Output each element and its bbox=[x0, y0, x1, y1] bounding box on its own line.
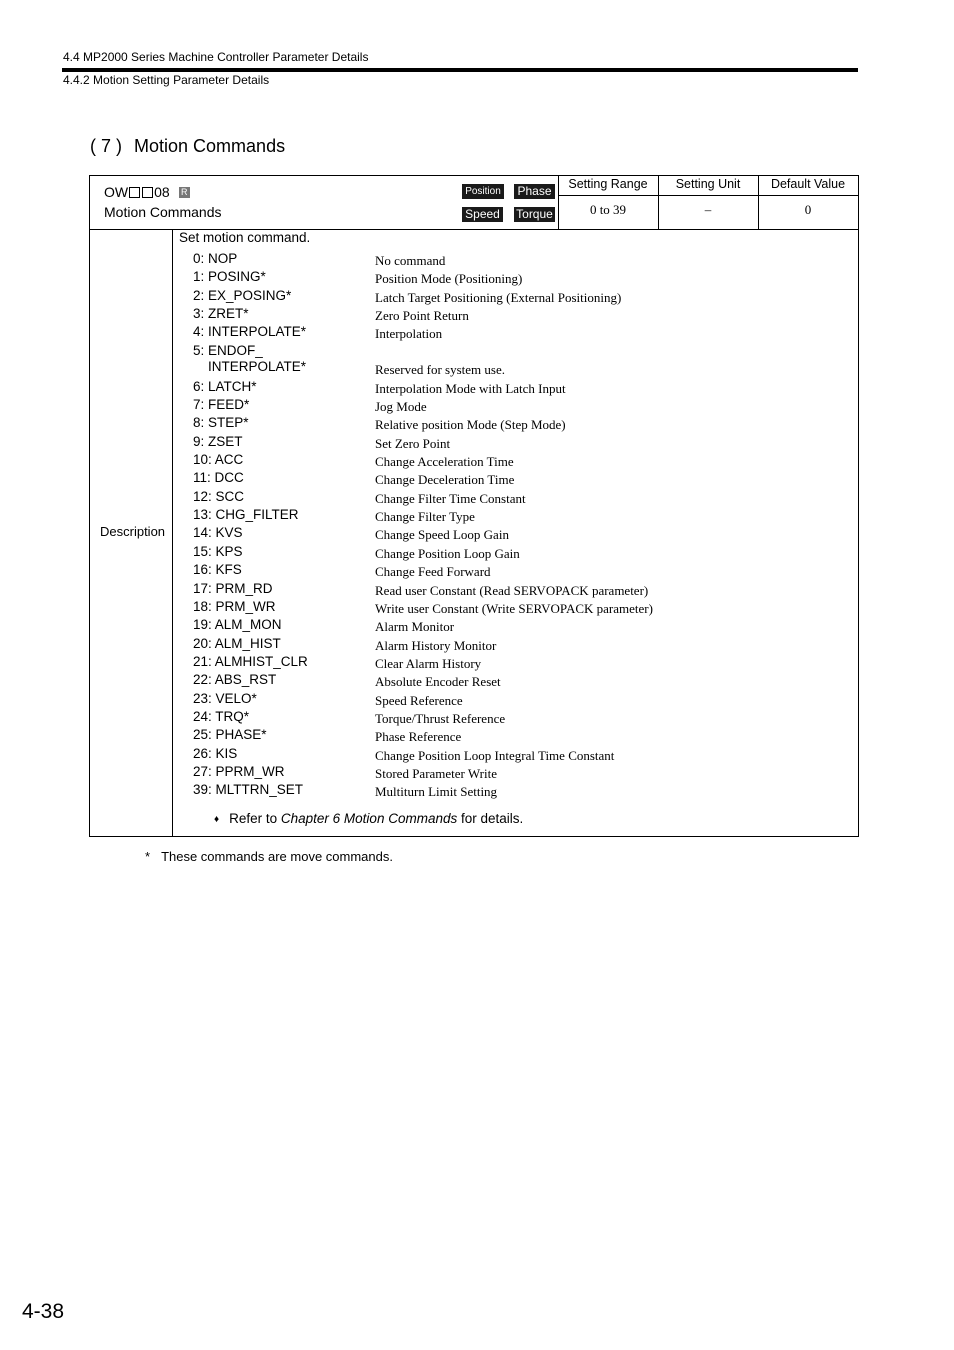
command-row bbox=[193, 709, 853, 727]
command-code: 7: FEED* bbox=[193, 397, 250, 413]
header-setting-unit: Setting Unit bbox=[675, 177, 741, 191]
command-list bbox=[193, 251, 853, 801]
command-row bbox=[193, 324, 853, 342]
command-code: 24: TRQ* bbox=[193, 708, 250, 724]
command-code: 25: PHASE* bbox=[193, 727, 267, 743]
command-code: 18: PRM_WR bbox=[193, 598, 276, 614]
command-row bbox=[193, 636, 853, 654]
command-meaning: Multiturn Limit Setting bbox=[375, 784, 498, 800]
mode-badge-torque: Torque bbox=[514, 207, 555, 222]
command-meaning: Jog Mode bbox=[375, 399, 427, 415]
command-meaning: Alarm Monitor bbox=[375, 619, 455, 635]
command-code: 21: ALMHIST_CLR bbox=[193, 653, 308, 669]
header-setting-range: Setting Range bbox=[568, 177, 648, 191]
command-code: 1: POSING* bbox=[193, 269, 266, 285]
command-code: 26: KIS bbox=[193, 745, 238, 761]
command-code: 8: STEP* bbox=[193, 415, 249, 431]
parameter-register bbox=[104, 184, 190, 200]
description-label: Description bbox=[100, 524, 166, 539]
command-row bbox=[193, 306, 853, 324]
command-meaning: Torque/Thrust Reference bbox=[375, 710, 506, 726]
command-row bbox=[193, 764, 853, 782]
command-row bbox=[193, 343, 853, 379]
command-meaning: Absolute Encoder Reset bbox=[375, 674, 501, 690]
command-meaning: Change Filter Time Constant bbox=[375, 490, 526, 506]
command-meaning: Change Filter Type bbox=[375, 509, 475, 525]
command-meaning: Stored Parameter Write bbox=[375, 765, 497, 781]
command-row bbox=[193, 379, 853, 397]
section-title-text: Motion Commands bbox=[134, 136, 286, 156]
command-code: 39: MLTTRN_SET bbox=[193, 782, 304, 798]
command-code: 15: KPS bbox=[193, 543, 243, 559]
command-meaning: Alarm History Monitor bbox=[375, 637, 497, 653]
description-intro: Set motion command. bbox=[179, 230, 311, 245]
placeholder-box-icon bbox=[142, 187, 153, 198]
page-number: 4-38 bbox=[22, 1300, 65, 1323]
command-code: 6: LATCH* bbox=[193, 378, 257, 394]
command-row bbox=[193, 269, 853, 287]
command-row bbox=[193, 415, 853, 433]
command-row bbox=[193, 470, 853, 488]
command-row bbox=[193, 452, 853, 470]
command-meaning: Zero Point Return bbox=[375, 308, 469, 324]
command-row bbox=[193, 654, 853, 672]
header-section: 4.4 MP2000 Series Machine Controller Parameter Details bbox=[63, 50, 369, 64]
command-row bbox=[193, 599, 853, 617]
command-code: 22: ABS_RST bbox=[193, 672, 277, 688]
command-meaning: Change Position Loop Gain bbox=[375, 545, 520, 561]
command-row bbox=[193, 617, 853, 635]
command-row bbox=[193, 691, 853, 709]
command-meaning: Change Acceleration Time bbox=[375, 454, 514, 470]
command-code: 20: ALM_HIST bbox=[193, 635, 281, 651]
description-divider bbox=[172, 229, 173, 836]
command-code: 5: ENDOF_ INTERPOLATE* bbox=[193, 342, 307, 375]
command-row bbox=[193, 397, 853, 415]
command-row bbox=[193, 727, 853, 745]
command-code: 23: VELO* bbox=[193, 690, 257, 706]
command-meaning: Write user Constant (Write SERVOPACK parameter) bbox=[375, 600, 653, 616]
command-meaning: Change Position Loop Integral Time Constant bbox=[375, 747, 615, 763]
value-setting-range: 0 to 39 bbox=[589, 202, 627, 217]
command-meaning: Interpolation Mode with Latch Input bbox=[375, 380, 566, 396]
header-default-value: Default Value bbox=[770, 177, 846, 191]
command-code: 10: ACC bbox=[193, 452, 244, 468]
footnote-mark: * bbox=[145, 849, 151, 864]
command-row bbox=[193, 434, 853, 452]
read-only-badge: R bbox=[179, 187, 190, 198]
command-row bbox=[193, 562, 853, 580]
command-meaning: Set Zero Point bbox=[375, 435, 451, 451]
command-meaning: Phase Reference bbox=[375, 729, 462, 745]
command-meaning: Position Mode (Positioning) bbox=[375, 271, 523, 287]
command-meaning: Latch Target Positioning (External Positioning) bbox=[375, 289, 622, 305]
command-meaning: Change Feed Forward bbox=[375, 564, 491, 580]
command-row bbox=[193, 251, 853, 269]
value-default: 0 bbox=[804, 202, 812, 217]
diamond-bullet-icon: ♦ bbox=[214, 814, 220, 825]
command-row bbox=[193, 525, 853, 543]
command-row bbox=[193, 746, 853, 764]
command-meaning: No command bbox=[375, 253, 446, 268]
section-number: ( 7 ) bbox=[90, 136, 123, 156]
footnote bbox=[145, 849, 393, 864]
mode-badge-speed: Speed bbox=[462, 207, 503, 222]
note-prefix: Refer to bbox=[229, 811, 281, 826]
command-row bbox=[193, 507, 853, 525]
placeholder-box-icon bbox=[129, 187, 140, 198]
command-meaning: Interpolation bbox=[375, 326, 443, 342]
command-meaning: Speed Reference bbox=[375, 692, 463, 708]
section-title bbox=[90, 136, 285, 157]
command-meaning: Change Speed Loop Gain bbox=[375, 527, 509, 543]
command-meaning: Reserved for system use. bbox=[375, 361, 505, 377]
note-suffix: for details. bbox=[457, 811, 524, 826]
command-meaning: Clear Alarm History bbox=[375, 655, 482, 671]
command-code: 27: PPRM_WR bbox=[193, 763, 285, 779]
command-row bbox=[193, 782, 853, 800]
command-row bbox=[193, 544, 853, 562]
command-row bbox=[193, 581, 853, 599]
command-row bbox=[193, 489, 853, 507]
command-code: 3: ZRET* bbox=[193, 306, 249, 322]
reference-note bbox=[214, 811, 523, 826]
command-meaning: Relative position Mode (Step Mode) bbox=[375, 417, 566, 433]
register-suffix: 08 bbox=[154, 184, 170, 200]
parameter-name: Motion Commands bbox=[104, 204, 222, 220]
mode-badge-phase: Phase bbox=[514, 184, 555, 199]
command-code: 4: INTERPOLATE* bbox=[193, 324, 307, 340]
command-code: 13: CHG_FILTER bbox=[193, 507, 299, 523]
chapter-reference: Chapter 6 Motion Commands bbox=[280, 811, 458, 826]
command-row bbox=[193, 672, 853, 690]
command-code: 12: SCC bbox=[193, 488, 245, 504]
parameter-table bbox=[89, 175, 859, 837]
command-code: 9: ZSET bbox=[193, 433, 243, 449]
command-code: 0: NOP bbox=[193, 251, 238, 266]
value-setting-unit: – bbox=[704, 202, 712, 217]
header-subsection: 4.4.2 Motion Setting Parameter Details bbox=[63, 73, 270, 87]
command-code: 14: KVS bbox=[193, 525, 243, 541]
command-meaning: Read user Constant (Read SERVOPACK parameter) bbox=[375, 582, 649, 598]
footnote-text: These commands are move commands. bbox=[161, 849, 393, 864]
command-code: 2: EX_POSING* bbox=[193, 287, 292, 303]
command-code: 17: PRM_RD bbox=[193, 580, 273, 596]
mode-badge-position: Position bbox=[462, 184, 504, 199]
command-code: 11: DCC bbox=[193, 470, 244, 486]
command-meaning: Change Deceleration Time bbox=[375, 472, 515, 488]
register-prefix: OW bbox=[104, 184, 129, 200]
command-row bbox=[193, 288, 853, 306]
command-code: 19: ALM_MON bbox=[193, 617, 282, 633]
command-code: 16: KFS bbox=[193, 562, 242, 578]
header-rule bbox=[62, 68, 858, 72]
